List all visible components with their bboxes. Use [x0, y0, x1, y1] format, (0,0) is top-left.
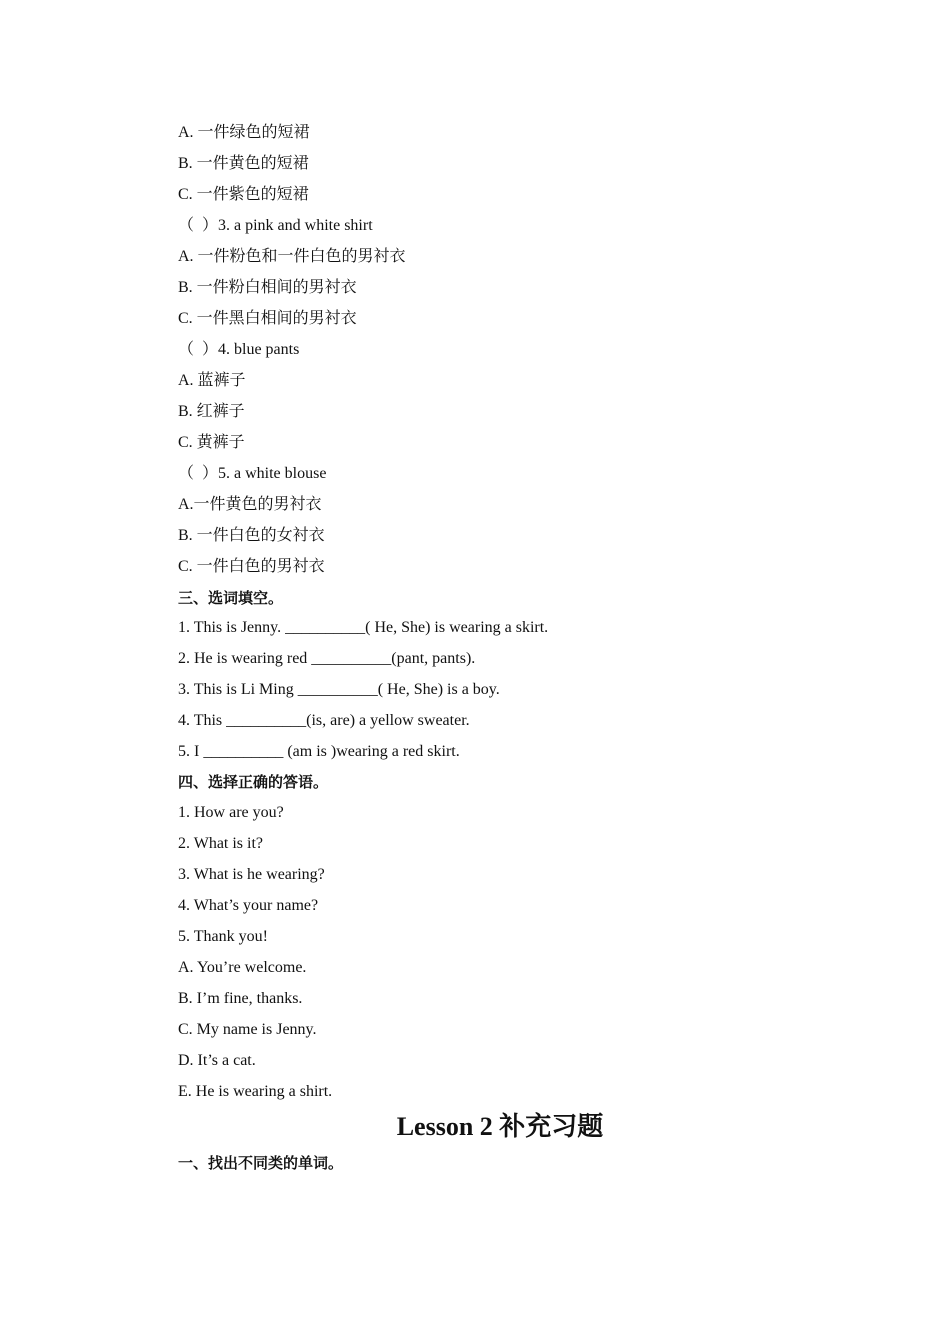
- question-line: 1. How are you?: [178, 804, 284, 821]
- option-line: C. 一件紫色的短裙: [178, 186, 309, 203]
- option-line: A. 蓝裤子: [178, 372, 246, 389]
- option-line: C. 一件白色的男衬衣: [178, 558, 325, 575]
- option-line: B. 一件粉白相间的男衬衣: [178, 279, 357, 296]
- option-line: A.一件黄色的男衬衣: [178, 496, 322, 513]
- option-line: B. 一件白色的女衬衣: [178, 527, 325, 544]
- question-line: （ ）3. a pink and white shirt: [178, 217, 373, 234]
- lesson-title: Lesson 2 补充习题: [396, 1112, 604, 1141]
- question-line: 5. Thank you!: [178, 928, 268, 945]
- answer-line: B. I’m fine, thanks.: [178, 990, 303, 1007]
- fill-in-line: 1. This is Jenny. __________( He, She) is wearing a skirt.: [178, 619, 549, 636]
- option-line: C. 黄裤子: [178, 434, 245, 451]
- section-heading: 一、找出不同类的单词。: [178, 1154, 344, 1172]
- section-heading: 三、选词填空。: [178, 589, 284, 607]
- answer-line: A. You’re welcome.: [178, 959, 307, 976]
- fill-in-line: 5. I __________ (am is )wearing a red skirt.: [178, 743, 460, 760]
- fill-in-line: 3. This is Li Ming __________( He, She) is a boy.: [178, 681, 500, 698]
- question-line: 4. What’s your name?: [178, 897, 319, 914]
- option-line: B. 红裤子: [178, 403, 245, 420]
- answer-line: C. My name is Jenny.: [178, 1021, 317, 1038]
- section-heading: 四、选择正确的答语。: [178, 773, 329, 791]
- option-line: B. 一件黄色的短裙: [178, 155, 309, 172]
- option-line: A. 一件粉色和一件白色的男衬衣: [178, 248, 406, 265]
- fill-in-line: 2. He is wearing red __________(pant, pants).: [178, 650, 476, 667]
- question-line: （ ）5. a white blouse: [178, 465, 327, 482]
- option-line: C. 一件黑白相间的男衬衣: [178, 310, 357, 327]
- answer-line: E. He is wearing a shirt.: [178, 1083, 333, 1100]
- option-line: A. 一件绿色的短裙: [178, 124, 310, 141]
- question-line: （ ）4. blue pants: [178, 341, 300, 358]
- fill-in-line: 4. This __________(is, are) a yellow sweater.: [178, 712, 470, 729]
- question-line: 2. What is it?: [178, 835, 264, 852]
- question-line: 3. What is he wearing?: [178, 866, 325, 883]
- answer-line: D. It’s a cat.: [178, 1052, 256, 1069]
